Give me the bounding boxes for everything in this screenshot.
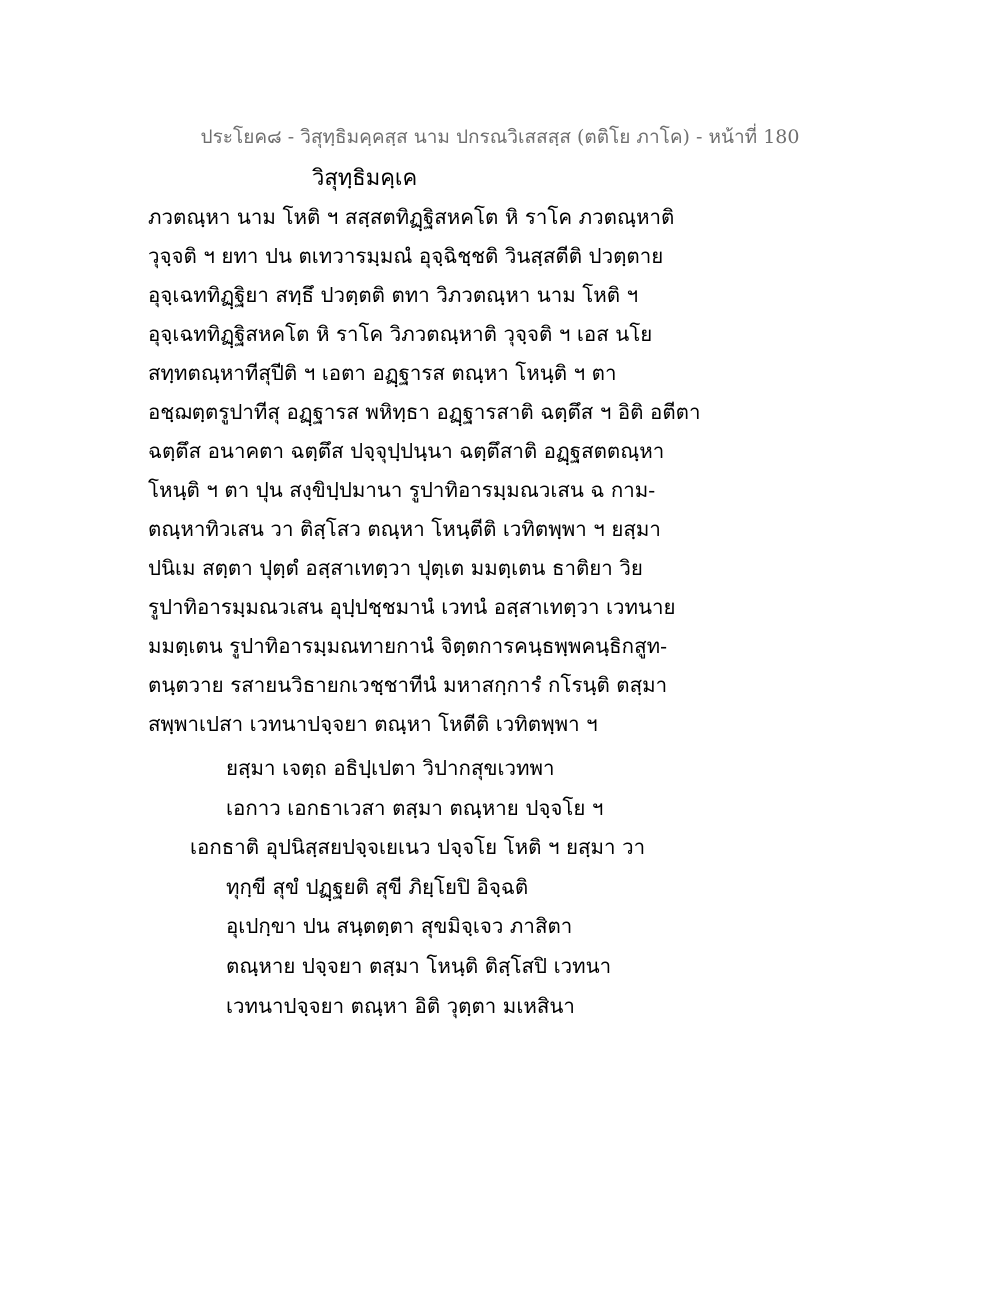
prose-line: สพฺพาเปสา เวทนาปจฺจยา ตณฺหา โหตีติ เวทิตพฺพา ฯ: [148, 712, 598, 736]
prose-line: อุจฺเฉททิฏฺฐิสหคโต หิ ราโค วิภวตณฺหาติ วุจฺจติ ฯ เอส นโย: [148, 322, 653, 346]
prose-line: ปนิเม สตฺตา ปุตฺตํ อสฺสาเทตฺวา ปุตฺเต มมตฺเตน ธาติยา วิย: [148, 556, 643, 580]
prose-line: ตนฺตวาย รสายนวิธายกเวชฺชาทีนํ มหาสกฺการํ กโรนฺติ ตสฺมา: [148, 673, 668, 697]
verse-line: อุเปกฺขา ปน สนฺตตฺตา สุขมิจฺเจว ภาสิตา: [226, 914, 573, 939]
section-title: วิสุทฺธิมคฺเค: [312, 166, 418, 191]
verse-line: ทุกฺขี สุขํ ปฏฺฐยติ สุขี ภิยฺโยปิ อิจฺฉติ: [226, 874, 529, 899]
prose-line: มมตฺเตน รูปาทิอารมฺมณทายกานํ จิตฺตการคนฺธพฺพคนฺธิกสูท-: [148, 634, 668, 658]
verse-line: ยสฺมา เจตฺถ อธิปฺเปตา วิปากสุขเวทพา: [226, 756, 555, 780]
prose-line: ภวตณฺหา นาม โหติ ฯ สสฺสตทิฏฺฐิสหคโต หิ ราโค ภวตณฺหาติ: [148, 205, 675, 229]
prose-block: [148, 198, 708, 744]
verse-block: [148, 749, 708, 1026]
page-header: ประโยค๘ - วิสุทฺธิมคฺคสฺส นาม ปกรณวิเสสสฺส (ตติโย ภาโค) - หน้าที่ 180: [200, 126, 800, 148]
verse-line: เอกาว เอกธาเวสา ตสฺมา ตณฺหาย ปจฺจโย ฯ: [226, 795, 604, 820]
verse-line: เวทนาปจฺจยา ตณฺหา อิติ วุตฺตา มเหสินา: [226, 993, 575, 1018]
prose-line: รูปาทิอารมฺมณวเสน อุปฺปชฺชมานํ เวทนํ อสฺสาเทตฺวา เวทนาย: [148, 595, 676, 619]
prose-line: โหนฺติ ฯ ตา ปุน สงฺขิปฺปมานา รูปาทิอารมฺมณวเสน ฉ กาม-: [148, 478, 656, 502]
prose-line: ตณฺหาทิวเสน วา ติสฺโสว ตณฺหา โหนฺตีติ เวทิตพฺพา ฯ ยสฺมา: [148, 517, 661, 541]
prose-line: สทฺทตณฺหาทีสุปีติ ฯ เอตา อฏฺฐารส ตณฺหา โหนฺติ ฯ ตา: [148, 361, 617, 385]
prose-line: ฉตฺตึส อนาคตา ฉตฺตึส ปจฺจุปฺปนฺนา ฉตฺตึสาติ อฏฺฐสตตณฺหา: [148, 439, 665, 463]
verse-line: ตณฺหาย ปจฺจยา ตสฺมา โหนฺติ ติสฺโสปิ เวทนา: [226, 953, 612, 978]
verse-line: เอกธาติ อุปนิสฺสยปจฺจเยเนว ปจฺจโย โหติ ฯ ยสฺมา วา: [190, 835, 646, 860]
prose-line: วุจฺจติ ฯ ยทา ปน ตเทวารมฺมณํ อุจฺฉิชฺชติ วินสฺสตีติ ปวตฺตาย: [148, 244, 664, 268]
prose-line: อชฺฌตฺตรูปาทีสุ อฏฺฐารส พหิทฺธา อฏฺฐารสาติ ฉตฺตึส ฯ อิติ อตีตา: [148, 400, 701, 424]
prose-line: อุจฺเฉททิฏฺฐิยา สทฺธึ ปวตฺตติ ตทา วิภวตณฺหา นาม โหติ ฯ: [148, 283, 639, 307]
